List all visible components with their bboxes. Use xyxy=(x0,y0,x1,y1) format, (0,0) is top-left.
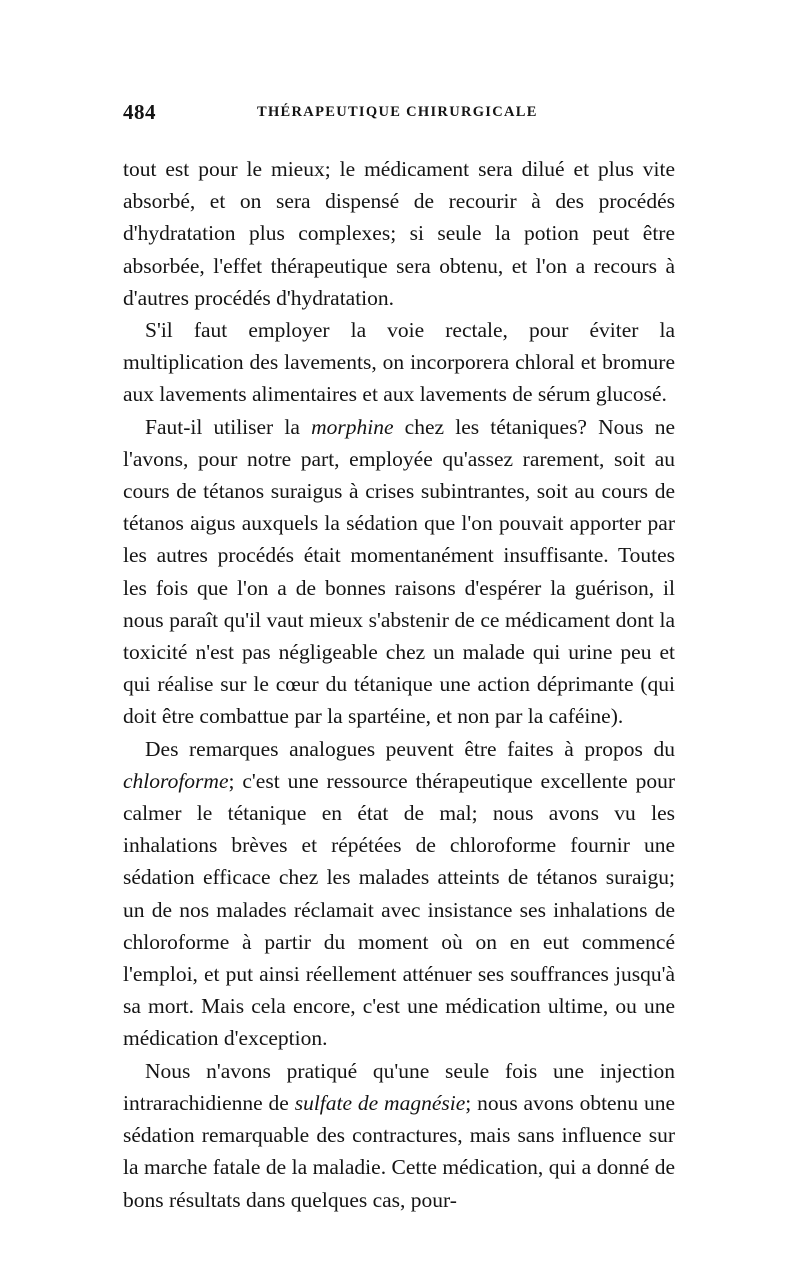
text-run: Des remarques analogues peuvent être faites à propos du xyxy=(145,736,675,761)
italic-term-sulfate-de-magnesie: sulfate de magnésie xyxy=(294,1090,466,1115)
paragraph-3 xyxy=(123,411,675,733)
text-run: chez les tétaniques? Nous ne l'avons, pour notre part, employée qu'assez rarement, soit au cours de tétanos suraigus à crises subintrantes, soit au cours de tétanos aigus auxquels la sédation que l'on pouvait apporter par les autres procédés était momentanément insuffisante. Toutes les fois que l'on a de bonnes raisons d'espérer la guérison, il nous paraît qu'il vaut mieux s'abstenir de ce médicament dont la toxicité n'est pas négligeable chez un malade qui urine peu et qui réalise sur le cœur du tétanique une action déprimante (qui doit être combattue par la spartéine, et non par la caféine). xyxy=(123,414,676,729)
page-header xyxy=(123,100,675,130)
italic-term-morphine: morphine xyxy=(311,414,394,439)
running-head: THÉRAPEUTIQUE CHIRURGICALE xyxy=(257,104,538,120)
text-run: ; c'est une ressource thérapeutique excellente pour calmer le tétanique en état de mal; nous avons vu les inhalations brèves et répétées de chloroforme fournir une sédation efficace chez les malades atteints de tétanos suraigu; un de nos malades réclamait avec insistance ses inhalations de chloroforme à partir du moment où on en eut commencé l'emploi, et put ainsi réellement atténuer ses souffrances jusqu'à sa mort. Mais cela encore, c'est une médication ultime, ou une médication d'exception. xyxy=(123,768,675,1051)
text-run: tout est pour le mieux; le médicament sera dilué et plus vite absorbé, et on sera dispensé de recourir à des procédés d'hydratation plus complexes; si seule la potion peut être absorbée, l'effet thérapeutique sera obtenu, et l'on a recours à d'autres procédés d'hydratation. xyxy=(123,157,675,310)
paragraph-2 xyxy=(123,314,675,411)
text-run: Faut-il utiliser la xyxy=(145,414,312,439)
paragraph-1 xyxy=(123,153,675,314)
paragraph-4 xyxy=(123,733,675,1055)
text-run: ; nous avons obtenu une sédation remarquable des contractures, mais sans influence sur la marche fatale de la maladie. Cette médication, qui a donné de bons résultats dans quelques cas, pour- xyxy=(123,1090,675,1212)
page-number: 484 xyxy=(123,100,156,124)
body-text xyxy=(123,153,675,1216)
text-run: S'il faut employer la voie rectale, pour éviter la multiplication des lavements, on incorporera chloral et bromure aux lavements alimentaires et aux lavements de sérum glucosé. xyxy=(123,318,675,407)
italic-term-chloroforme: chloroforme xyxy=(123,768,229,793)
book-page xyxy=(123,100,676,1212)
paragraph-5 xyxy=(123,1055,675,1216)
text-run: Nous n'avons pratiqué qu'une seule fois une injection intrarachidienne de xyxy=(123,1058,675,1115)
